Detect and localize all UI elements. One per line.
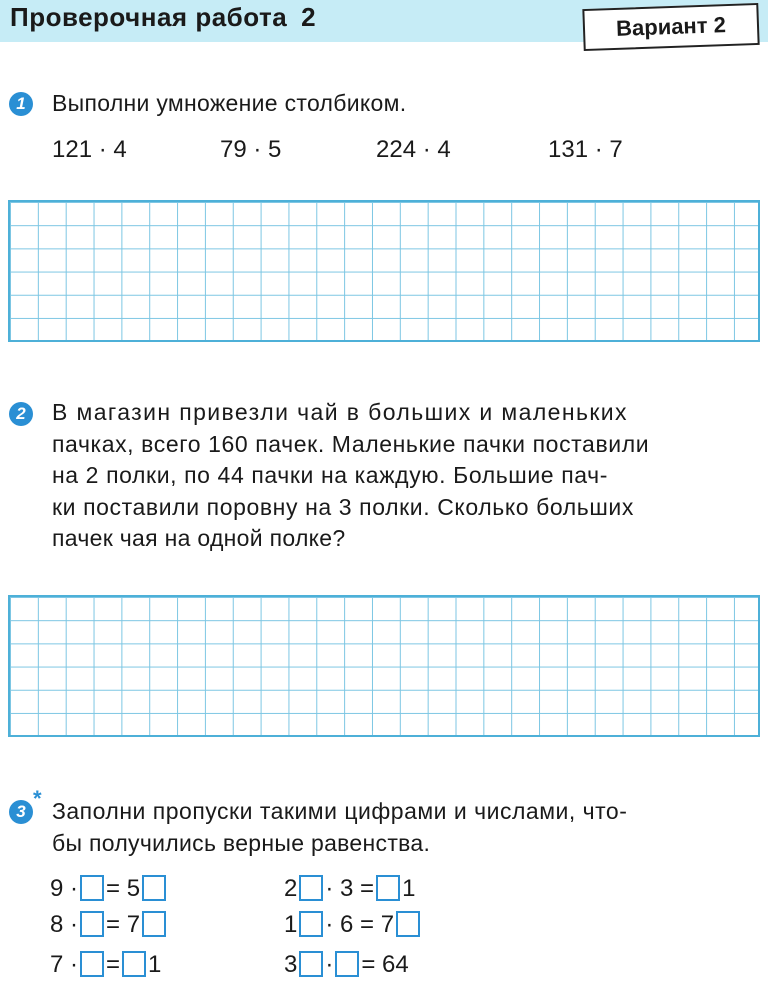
blank-box[interactable] (299, 951, 323, 977)
task-2-answer-grid[interactable] (8, 595, 760, 737)
eq-part: 2 (284, 875, 298, 902)
task-3-line: Заполни пропуски такими цифрами и числами, что- (52, 798, 628, 824)
equation-row (50, 874, 168, 904)
task-2-text (52, 397, 764, 555)
eq-part: = (106, 951, 121, 978)
blank-box[interactable] (80, 875, 104, 901)
eq-part: = 7 (106, 911, 141, 938)
expression: 79 · 5 (220, 136, 282, 163)
eq-part: 1 (148, 951, 162, 978)
expression: 131 · 7 (548, 136, 623, 163)
blank-box[interactable] (80, 951, 104, 977)
blank-box[interactable] (299, 911, 323, 937)
equation-row (284, 910, 422, 940)
expression: 121 · 4 (52, 136, 127, 163)
eq-part: 1 (402, 875, 416, 902)
eq-part: 3 (284, 951, 298, 978)
eq-part: · 6 = 7 (325, 911, 395, 938)
task-3-text (52, 796, 764, 859)
task-2-line: на 2 полки, по 44 пачки на каждую. Большие пач- (52, 462, 608, 488)
task-2-marker: 2 (9, 402, 33, 426)
eq-part: · 3 = (325, 875, 375, 902)
blank-box[interactable] (396, 911, 420, 937)
eq-part: = 64 (361, 951, 409, 978)
task-2-line: пачек чая на одной полке? (52, 525, 346, 551)
blank-box[interactable] (142, 911, 166, 937)
eq-part: = 5 (106, 875, 141, 902)
task-1-text: Выполни умножение столбиком. (52, 90, 407, 116)
task-3-marker: 3 (9, 800, 33, 824)
eq-part: 9 · (50, 875, 79, 902)
blank-box[interactable] (142, 875, 166, 901)
equation-row (284, 874, 415, 904)
task-1-answer-grid[interactable] (8, 200, 760, 342)
variant-label: Вариант 2 (582, 3, 759, 51)
task-2-line: ки поставили поровну на 3 полки. Сколько больших (52, 493, 634, 520)
eq-part: 7 · (50, 951, 79, 978)
page-title (10, 2, 316, 33)
blank-box[interactable] (122, 951, 146, 977)
eq-part: 1 (284, 911, 298, 938)
star-icon: * (33, 786, 42, 811)
blank-box[interactable] (335, 951, 359, 977)
blank-box[interactable] (376, 875, 400, 901)
equation-row (284, 950, 409, 980)
title-number: 2 (301, 2, 317, 32)
eq-part: · (325, 951, 334, 978)
equation-row (50, 950, 161, 980)
blank-box[interactable] (299, 875, 323, 901)
eq-part: 8 · (50, 911, 79, 938)
task-2-line: В магазин привезли чай в больших и маленьких (52, 399, 628, 425)
equation-row (50, 910, 168, 940)
title-text: Проверочная работа (10, 2, 288, 32)
blank-box[interactable] (80, 911, 104, 937)
task-3-line: бы получились верные равенства. (52, 829, 431, 856)
task-1-marker: 1 (9, 92, 33, 116)
task-2-line: пачках, всего 160 пачек. Маленькие пачки поставили (52, 430, 650, 457)
expression: 224 · 4 (376, 136, 451, 163)
